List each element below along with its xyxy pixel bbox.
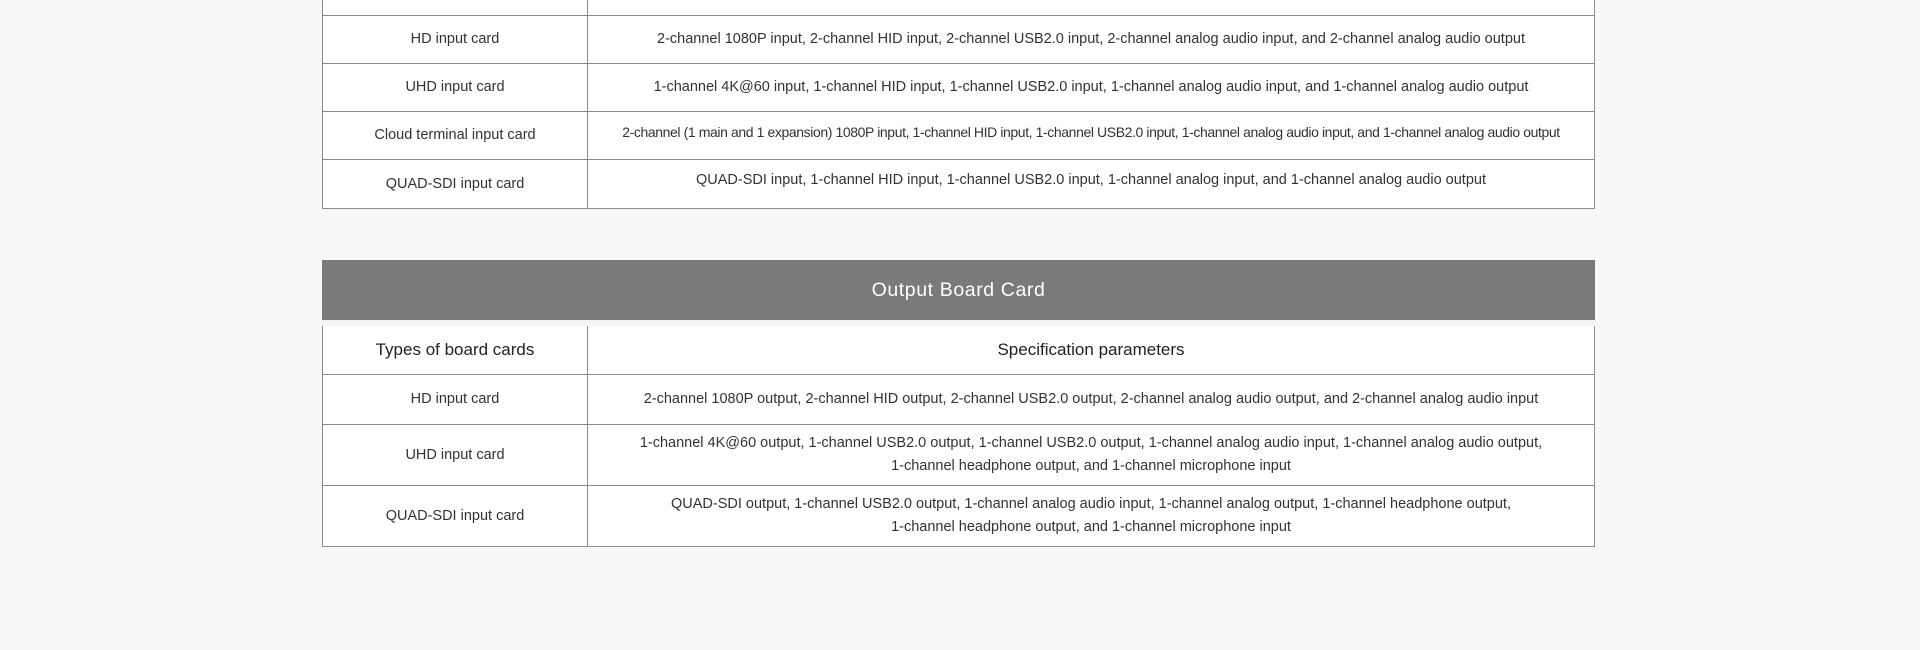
table-title-row bbox=[323, 261, 1595, 323]
table-header-row bbox=[323, 323, 1595, 375]
spec-cell bbox=[588, 425, 1595, 486]
spec-cell: 2-channel 1080P input, 2-channel HID input, 2-channel USB2.0 input, 2-channel analog audio input, and 2-channel analog audio output bbox=[588, 16, 1595, 64]
output-board-card-table bbox=[322, 260, 1595, 547]
table-title: Output Board Card bbox=[323, 261, 1595, 323]
card-type-cell bbox=[323, 0, 588, 16]
table-row bbox=[323, 486, 1595, 547]
spec-cell: QUAD-SDI input, 1-channel HID input, 1-channel USB2.0 input, 1-channel analog input, and 1-channel analog audio output bbox=[588, 160, 1595, 209]
spec-line: QUAD-SDI output, 1-channel USB2.0 output, 1-channel analog audio input, 1-channel analog output, 1-channel headphone output, bbox=[671, 496, 1511, 512]
column-header-spec: Specification parameters bbox=[588, 323, 1595, 375]
spec-cell: 1-channel 4K@60 input, 1-channel HID input, 1-channel USB2.0 input, 1-channel analog audio input, and 1-channel analog audio output bbox=[588, 64, 1595, 112]
spec-cell bbox=[588, 375, 1595, 425]
spec-line: 1-channel headphone output, and 1-channel microphone input bbox=[891, 458, 1291, 474]
spec-line: 1-channel headphone output, and 1-channel microphone input bbox=[891, 519, 1291, 535]
card-type-cell: UHD input card bbox=[323, 425, 588, 486]
spec-line: 2-channel 1080P output, 2-channel HID output, 2-channel USB2.0 output, 2-channel analog audio output, and 2-channel analog audio input bbox=[643, 391, 1539, 407]
table-row bbox=[323, 64, 1595, 112]
card-type-cell: QUAD-SDI input card bbox=[323, 160, 588, 209]
spec-cell: 2-channel (1 main and 1 expansion) 1080P input, 1-channel HID input, 1-channel USB2.0 input, 1-channel analog audio input, and 1-channel analog audio output bbox=[588, 112, 1595, 160]
table-row bbox=[323, 0, 1595, 16]
table-row bbox=[323, 425, 1595, 486]
table-row bbox=[323, 375, 1595, 425]
table-row bbox=[323, 112, 1595, 160]
column-header-type: Types of board cards bbox=[323, 323, 588, 375]
spec-cell bbox=[588, 486, 1595, 547]
card-type-cell: HD input card bbox=[323, 16, 588, 64]
table-row bbox=[323, 160, 1595, 209]
card-type-cell: Cloud terminal input card bbox=[323, 112, 588, 160]
spec-line: 1-channel 4K@60 output, 1-channel USB2.0 output, 1-channel USB2.0 output, 1-channel analog audio input, 1-channel analog audio output, bbox=[639, 435, 1543, 451]
card-type-cell: QUAD-SDI input card bbox=[323, 486, 588, 547]
input-board-card-table bbox=[322, 0, 1595, 209]
table-row bbox=[323, 16, 1595, 64]
card-type-cell: HD input card bbox=[323, 375, 588, 425]
spec-cell bbox=[588, 0, 1595, 16]
card-type-cell: UHD input card bbox=[323, 64, 588, 112]
